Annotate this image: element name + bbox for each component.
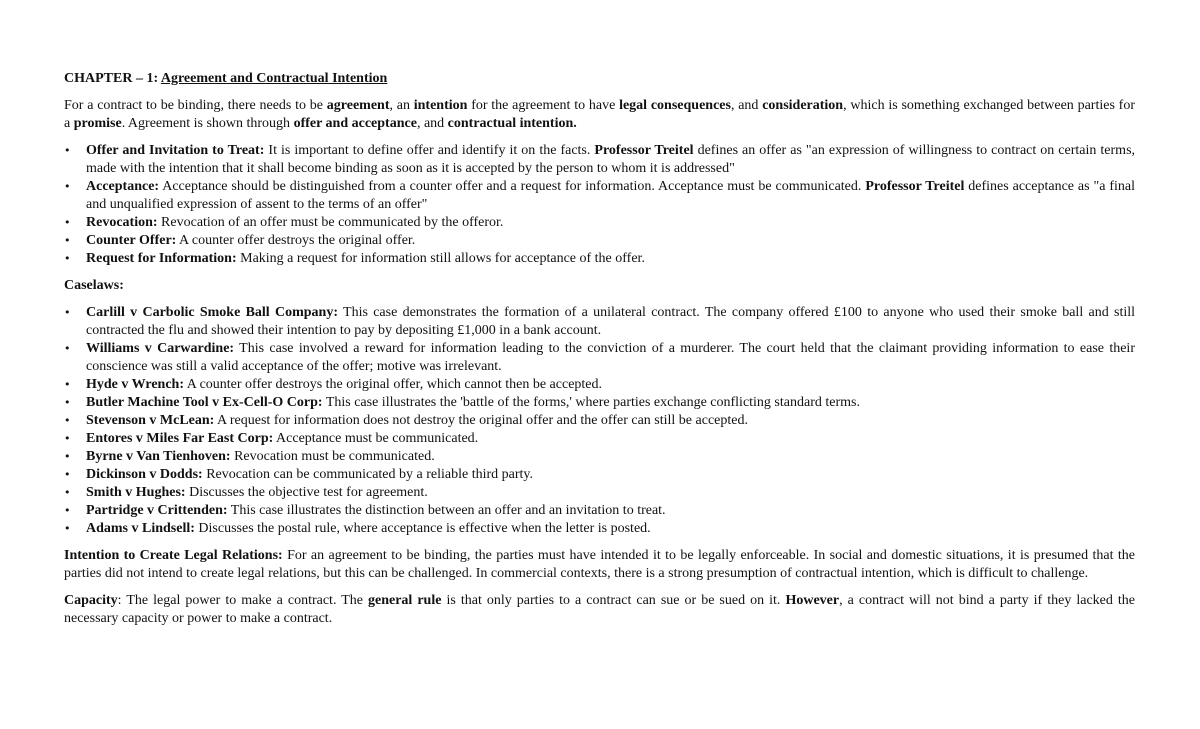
- intro-text: For a contract to be binding, there needs to be: [64, 98, 327, 113]
- intention-paragraph: [64, 547, 1135, 583]
- case-text: This case illustrates the 'battle of the forms,' where parties exchange conflicting standard terms.: [322, 395, 860, 410]
- case-name: Williams v Carwardine:: [86, 341, 235, 356]
- intro-text: for the agreement to have: [467, 98, 620, 113]
- bullet-icon: •: [64, 504, 71, 517]
- bullet-icon: •: [64, 144, 71, 157]
- capacity-bold: general rule: [368, 593, 442, 608]
- case-text: A request for information does not destroy the original offer and the offer can still be accepted.: [214, 413, 748, 428]
- list-item: [64, 394, 1135, 412]
- case-name: Partridge v Crittenden:: [86, 503, 228, 518]
- bullet-icon: •: [64, 468, 71, 481]
- list-item: [64, 502, 1135, 520]
- bullet-icon: •: [64, 234, 71, 247]
- concept-bold: Professor Treitel: [594, 143, 694, 158]
- capacity-term: Capacity: [64, 593, 118, 608]
- concept-term: Request for Information:: [86, 251, 237, 266]
- intro-bold: legal consequences: [619, 98, 731, 113]
- case-text: A counter offer destroys the original offer, which cannot then be accepted.: [184, 377, 603, 392]
- bullet-icon: •: [64, 180, 71, 193]
- intro-bold: consideration: [762, 98, 844, 113]
- concept-term: Acceptance:: [86, 179, 160, 194]
- capacity-bold: However: [785, 593, 840, 608]
- case-text: This case illustrates the distinction between an offer and an invitation to treat.: [227, 503, 666, 518]
- list-item: [64, 376, 1135, 394]
- intro-text: , and: [416, 116, 448, 131]
- list-item: [64, 430, 1135, 448]
- list-item: [64, 232, 1135, 250]
- capacity-text: is that only parties to a contract can sue or be sued on it.: [441, 593, 786, 608]
- case-name: Entores v Miles Far East Corp:: [86, 431, 274, 446]
- concept-text: A counter offer destroys the original offer.: [176, 233, 416, 248]
- intention-term: Intention to Create Legal Relations:: [64, 548, 283, 563]
- caselaws-heading: [64, 277, 1135, 295]
- concept-text: Acceptance should be distinguished from a counter offer and a request for information. Acceptance must be communicated.: [159, 179, 866, 194]
- list-item: [64, 448, 1135, 466]
- capacity-text: : The legal power to make a contract. The: [117, 593, 368, 608]
- document-page: [64, 70, 1135, 628]
- bullet-icon: •: [64, 378, 71, 391]
- intro-text: . Agreement is shown through: [121, 116, 294, 131]
- case-name: Stevenson v McLean:: [86, 413, 215, 428]
- case-text: Revocation can be communicated by a reliable third party.: [202, 467, 534, 482]
- concept-text: defines an offer as "an expression of willingness to contract on certain terms, made with the intention that it shall become binding as soon as it is accepted by the person to whom it is addressed": [86, 143, 1136, 176]
- bullet-icon: •: [64, 450, 71, 463]
- concept-term: Counter Offer:: [86, 233, 177, 248]
- list-item: [64, 178, 1135, 214]
- chapter-heading: Agreement and Contractual Intention: [160, 71, 388, 86]
- list-item: [64, 142, 1135, 178]
- intention-text: For an agreement to be binding, the parties must have intended it to be legally enforceable. In social and domestic situations, it is presumed that the parties did not intend to create legal relations, but this can be challenged. In commercial contexts, there is a strong presumption of contractual intention, which is difficult to challenge.: [64, 548, 1135, 581]
- intro-text: , which is something exchanged between parties for a: [64, 98, 1135, 131]
- case-name: Butler Machine Tool v Ex-Cell-O Corp:: [86, 395, 323, 410]
- list-item: [64, 466, 1135, 484]
- intro-bold: offer and acceptance: [293, 116, 417, 131]
- case-name: Smith v Hughes:: [86, 485, 186, 500]
- concept-term: Revocation:: [86, 215, 158, 230]
- capacity-paragraph: [64, 592, 1135, 628]
- chapter-title: [64, 70, 1135, 88]
- list-item: [64, 412, 1135, 430]
- bullet-icon: •: [64, 216, 71, 229]
- case-name: Adams v Lindsell:: [86, 521, 195, 536]
- list-item: [64, 520, 1135, 538]
- intro-text: , an: [389, 98, 414, 113]
- bullet-icon: •: [64, 342, 71, 355]
- intro-bold: contractual intention.: [447, 116, 577, 131]
- bullet-icon: •: [64, 306, 71, 319]
- list-item: [64, 214, 1135, 232]
- bullet-icon: •: [64, 414, 71, 427]
- capacity-text: , a contract will not bind a party if they lacked the necessary capacity or power to make a contract.: [64, 593, 1135, 626]
- case-text: Discusses the postal rule, where acceptance is effective when the letter is posted.: [194, 521, 651, 536]
- bullet-icon: •: [64, 432, 71, 445]
- intro-bold: agreement: [326, 98, 390, 113]
- concept-text: Revocation of an offer must be communicated by the offeror.: [157, 215, 504, 230]
- chapter-prefix: CHAPTER – 1:: [64, 71, 161, 86]
- intro-paragraph: [64, 97, 1135, 133]
- case-text: This case involved a reward for information leading to the conviction of a murderer. The court held that the claimant providing information to ease their conscience was still a valid acceptance of the offer; motive was irrelevant.: [86, 341, 1135, 374]
- concept-text: Making a request for information still allows for acceptance of the offer.: [236, 251, 645, 266]
- intro-bold: promise: [73, 116, 122, 131]
- case-text: This case demonstrates the formation of a unilateral contract. The company offered £100 to anyone who used their smoke ball and still contracted the flu and showed their intention to pay by depositing £1,000 in a bank account.: [86, 305, 1136, 338]
- intro-bold: intention: [413, 98, 468, 113]
- concepts-list: [64, 142, 1135, 268]
- caselaws-heading-text: Caselaws:: [64, 278, 124, 293]
- case-text: Discusses the objective test for agreement.: [185, 485, 428, 500]
- cases-list: [64, 304, 1135, 538]
- case-text: Acceptance must be communicated.: [273, 431, 479, 446]
- list-item: [64, 484, 1135, 502]
- concept-term: Offer and Invitation to Treat:: [86, 143, 265, 158]
- case-name: Hyde v Wrench:: [86, 377, 185, 392]
- case-name: Byrne v Van Tienhoven:: [86, 449, 231, 464]
- case-name: Dickinson v Dodds:: [86, 467, 203, 482]
- concept-text: It is important to define offer and identify it on the facts.: [264, 143, 595, 158]
- bullet-icon: •: [64, 522, 71, 535]
- list-item: [64, 304, 1135, 340]
- list-item: [64, 250, 1135, 268]
- bullet-icon: •: [64, 396, 71, 409]
- intro-text: , and: [730, 98, 763, 113]
- concept-text: defines acceptance as "a final and unqualified expression of assent to the terms of an offer": [86, 179, 1136, 212]
- case-name: Carlill v Carbolic Smoke Ball Company:: [86, 305, 338, 320]
- concept-bold: Professor Treitel: [865, 179, 965, 194]
- case-text: Revocation must be communicated.: [230, 449, 435, 464]
- bullet-icon: •: [64, 252, 71, 265]
- list-item: [64, 340, 1135, 376]
- bullet-icon: •: [64, 486, 71, 499]
